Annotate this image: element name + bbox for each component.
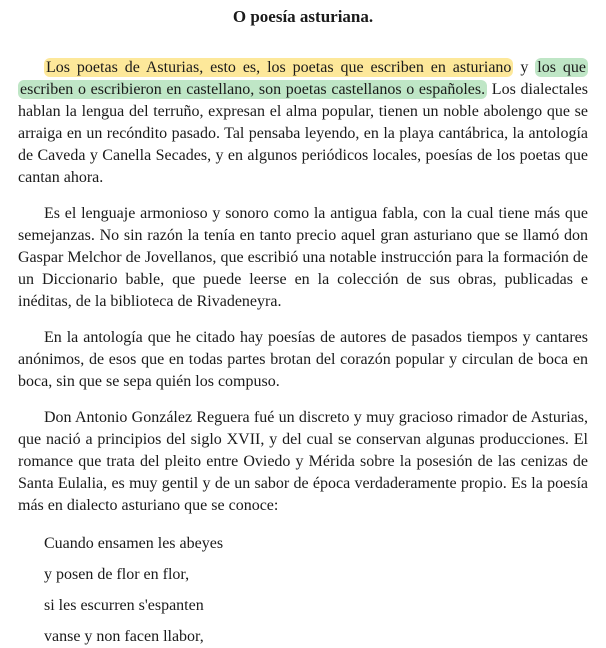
verse-line-3: si les escurren s'espanten — [44, 597, 204, 614]
document-page — [18, 0, 588, 648]
verse-line-2: y posen de flor en flor, — [44, 566, 190, 583]
verse-block — [18, 533, 588, 648]
highlight-green[interactable]: los que escriben o escribieron en castellano, son poetas castellanos o españoles. — [20, 59, 586, 98]
paragraph-1 — [18, 57, 588, 189]
paragraph-1-rest: Los dialectales hablan la lengua del terruño, expresan el alma popular, tienen un noble abolengo que se arraiga en un recóndito pasado. Tal pensaba leyendo, en la playa cantábrica, la antología de Caveda y Canella Secades, y en algunos periódicos locales, poesías de los poetas que cantan ahora. — [18, 81, 589, 186]
verse-line-1: Cuando ensamen les abeyes — [44, 535, 224, 552]
paragraph-1-connector: y — [513, 59, 536, 76]
page-title: O poesía asturiana. — [232, 7, 374, 26]
verse-line-4: vanse y non facen llabor, — [44, 628, 204, 645]
highlight-yellow[interactable]: Los poetas de Asturias, esto es, los poetas que escriben en asturiano — [46, 59, 512, 76]
paragraph-4: Don Antonio González Reguera fué un discreto y muy gracioso rimador de Asturias, que nació a principios del siglo XVII, y del cual se conservan algunas producciones. El romance que trata del pleito entre Oviedo y Mérida sobre la posesión de las cenizas de Santa Eulalia, es muy gentil y de un sabor de época verdaderamente propio. Es la poesía más en dialecto asturiano que se conoce: — [18, 409, 588, 514]
paragraph-3: En la antología que he citado hay poesías de autores de pasados tiempos y cantares anónimos, de esos que en todas partes brotan del corazón popular y circulan de boca en boca, sin que se sepa quién los compuso. — [18, 329, 588, 390]
paragraph-2: Es el lenguaje armonioso y sonoro como la antigua fabla, con la cual tiene más que semejanzas. No sin razón la tenía en tanto precio aquel gran asturiano que se llamó don Gaspar Melchor de Jovellanos, que escribió una notable instrucción para la formación de un Diccionario bable, que puede leerse en la colección de sus obras, publicadas e inéditas, de la biblioteca de Rivadeneyra. — [18, 205, 588, 310]
